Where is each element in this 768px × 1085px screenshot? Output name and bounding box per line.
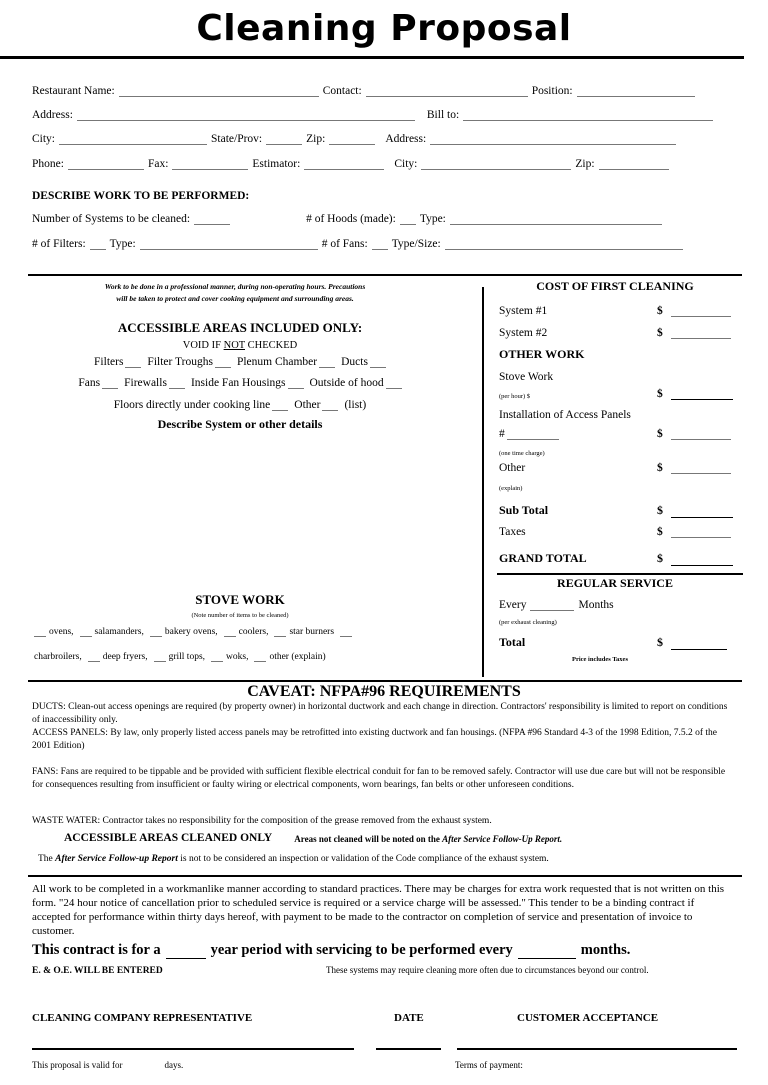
contact-field[interactable] [366,86,528,97]
access-panels-label: Installation of Access Panels [499,409,631,421]
charbroilers-count[interactable] [340,626,352,637]
title-divider [0,56,744,59]
void-notice: VOID IF NOT CHECKED [182,340,298,351]
city-field[interactable] [59,134,207,145]
outside-of-hood-check[interactable] [386,378,402,389]
state-label: State/Prov: [211,133,263,145]
type-size-label: Type/Size: [391,238,441,250]
terms-paragraph: All work to be completed in a workmanlike manner according to standard practices. There may be charges for extra work requested that is not written on this form. "24 hour notice of cancellation prior to scheduled service is required or a service charge will be assessed." This tender to be a binding contract if accepted for performance within thirty days hereof, with payment to be made to the contractor on completion of service and presentation of invoice to customer. [32,883,725,937]
grand-total-row: GRAND TOTAL $ [499,551,739,566]
regular-service-divider [497,573,743,575]
cleaned-only-row: ACCESSIBLE AREAS CLEANED ONLY Areas not cleaned will be noted on the After Service Follow-Up Report. [64,832,563,844]
ovens-count[interactable] [34,626,46,637]
contract-years-field[interactable] [166,948,206,959]
position-field[interactable] [577,86,695,97]
other-check[interactable] [322,400,338,411]
one-time-charge-note: (one time charge) [499,450,545,457]
areas-row-3: Floors directly under cooking line Other (list) [113,399,367,411]
phone-row [32,158,673,170]
column-divider [482,287,484,677]
stove-row-1: ovens, salamanders, bakery ovens, coolers, star burners [34,626,352,637]
position-label: Position: [531,85,573,97]
system2-row: System #2 $ [499,327,739,339]
type-field[interactable] [450,214,662,225]
section-divider-1 [28,274,742,276]
city2-field[interactable] [421,159,571,170]
describe-system-area[interactable] [40,435,460,585]
per-exhaust-note: (per exhaust cleaning) [499,619,557,626]
price-includes-taxes-note: Price includes Taxes [572,656,628,663]
every-months-field[interactable] [530,600,574,611]
stove-work-heading: STOVE WORK [195,592,285,607]
hoods-field[interactable] [400,214,416,225]
regular-total-row: Total $ [499,635,739,650]
terms-of-payment-label: Terms of payment: [455,1060,523,1070]
taxes-field[interactable] [671,527,731,538]
state-field[interactable] [266,134,302,145]
system2-cost-field[interactable] [671,328,731,339]
describe-work-heading: DESCRIBE WORK TO BE PERFORMED: [32,190,250,202]
type2-field[interactable] [140,239,318,250]
stove-work-cost-label: Stove Work [499,371,554,383]
address-label: Address: [32,109,73,121]
filter-troughs-check[interactable] [215,357,231,368]
contract-period-row: This contract is for a year period with servicing to be performed every months. [32,942,631,958]
systems-field[interactable] [194,214,230,225]
phone-label: Phone: [32,158,64,170]
city-row [32,133,680,145]
fans-field[interactable] [372,239,388,250]
ducts-check[interactable] [370,357,386,368]
access-panels-count[interactable] [507,429,559,440]
caveat-access-panels: ACCESS PANELS: By law, only properly listed access panels may be retrofitted into existing ductwork and fan housings. (NFPA #96 Standard 4-3 of the 1998 Edition, 7.5.2 of the 2001 Edition) [32,728,717,751]
rep-label: CLEANING COMPANY REPRESENTATIVE [32,1012,253,1024]
areas-row-1: Filters Filter Troughs Plenum Chamber Ducts [30,356,450,368]
type-label: Type: [419,213,446,225]
phone-field[interactable] [68,159,144,170]
stove-work-note: (Note number of items to be cleaned) [191,612,289,619]
systems-label: Number of Systems to be cleaned: [32,213,191,225]
every-months-row: Every Months [499,599,614,611]
floors-check[interactable] [272,400,288,411]
city2-label: City: [394,158,418,170]
zip-label: Zip: [306,133,326,145]
other-stove-count[interactable] [254,651,266,662]
system1-cost-field[interactable] [671,306,731,317]
access-panels-row: # $ [499,428,739,440]
zip-field[interactable] [329,134,375,145]
explain-note: (explain) [499,485,523,492]
type2-label: Type: [109,238,136,250]
followup-note: The After Service Follow-up Report is not to be considered an inspection or validation of the Code compliance of the exhaust system. [38,854,549,864]
date-label: DATE [394,1012,424,1024]
bakery-ovens-count[interactable] [150,626,162,637]
address-row [32,109,717,121]
star-burners-count[interactable] [274,626,286,637]
validity-row: This proposal is valid for days. [32,1060,184,1070]
firewalls-check[interactable] [169,378,185,389]
section-divider-3 [28,875,742,877]
bill-to-label: Bill to: [426,109,460,121]
system1-row: System #1 $ [499,305,739,317]
zip2-label: Zip: [575,158,595,170]
customer-label: CUSTOMER ACCEPTANCE [517,1012,659,1024]
filters-check[interactable] [125,357,141,368]
address2-field[interactable] [430,134,676,145]
stove-row-2: charbroilers, deep fryers, grill tops, woks, other (explain) [34,652,326,662]
contact-label: Contact: [322,85,362,97]
section-divider-2 [28,680,742,682]
fans-check[interactable] [102,378,118,389]
woks-count[interactable] [211,651,223,662]
sub-total-field[interactable] [671,507,733,518]
regular-service-heading: REGULAR SERVICE [557,576,673,590]
access-panels-cost-field[interactable] [671,429,731,440]
fax-field[interactable] [172,159,248,170]
estimator-label: Estimator: [252,158,301,170]
address2-label: Address: [385,133,427,145]
other-cost-field[interactable] [671,463,731,474]
restaurant-name-row [32,85,699,97]
other-work-heading: OTHER WORK [499,347,585,361]
salamanders-count[interactable] [80,626,92,637]
stove-work-cost-row: (per hour) $ $ [499,388,739,400]
work-notice: Work to be done in a professional manner, during non-operating hours. Precautions will be taken to protect and cover cooking equipment and surrounding areas. [104,282,366,303]
customer-signature-line[interactable] [457,1048,737,1050]
stove-work-cost-field[interactable] [671,389,733,400]
fans-label: # of Fans: [321,238,368,250]
restaurant-name-field[interactable] [119,86,319,97]
sub-total-row: Sub Total $ [499,503,739,518]
plenum-chamber-check[interactable] [319,357,335,368]
accessible-areas-heading: ACCESSIBLE AREAS INCLUDED ONLY: [117,320,363,335]
deep-fryers-count[interactable] [88,651,100,662]
inside-fan-housings-check[interactable] [288,378,304,389]
estimator-field[interactable] [304,159,384,170]
filters-row [32,238,687,250]
coolers-count[interactable] [224,626,236,637]
contract-months-field[interactable] [518,948,576,959]
caveat-ducts: DUCTS: Clean-out access openings are required (by property owner) in horizontal ductwork and each change in direction. Contractors' responsibility is limited to report on conditions of inaccessibility only. [32,702,728,725]
regular-total-field[interactable] [671,639,727,650]
filters-field[interactable] [90,239,106,250]
other-cost-row: Other $ [499,462,739,474]
systems-note: These systems may require cleaning more often due to circumstances beyond our control. [326,965,649,975]
filters-label: # of Filters: [32,238,86,250]
caveat-heading: CAVEAT: NFPA#96 REQUIREMENTS [247,683,521,700]
systems-row [32,213,666,225]
cost-heading: COST OF FIRST CLEANING [536,279,694,293]
rep-signature-line[interactable] [32,1048,354,1050]
hoods-label: # of Hoods (made): [306,213,396,225]
zip2-field[interactable] [599,159,669,170]
address-field[interactable] [77,110,415,121]
fax-label: Fax: [147,158,169,170]
bill-to-field[interactable] [463,110,713,121]
eoe-note: E. & O.E. WILL BE ENTERED [32,966,163,976]
type-size-field[interactable] [445,239,683,250]
describe-system-heading: Describe System or other details [157,417,323,431]
areas-row-2: Fans Firewalls Inside Fan Housings Outside of hood [30,377,450,389]
caveat-waste-water: WASTE WATER: Contractor takes no responsibility for the composition of the grease removed from the exhaust system. [32,816,492,826]
grand-total-field[interactable] [671,555,733,566]
taxes-row: Taxes $ [499,526,739,538]
grill-tops-count[interactable] [154,651,166,662]
restaurant-name-label: Restaurant Name: [32,85,115,97]
page-title: Cleaning Proposal [196,8,572,49]
city-label: City: [32,133,56,145]
caveat-fans: FANS: Fans are required to be tippable and be provided with sufficient flexible electrical conduit for fan to be removed safely. Contractor will use due care but will not be responsible for consequences resulting from insufficient or faulty wiring or electrical components, worn bearings, fan belts or other unforeseen conditions. [32,767,726,790]
date-signature-line[interactable] [376,1048,441,1050]
